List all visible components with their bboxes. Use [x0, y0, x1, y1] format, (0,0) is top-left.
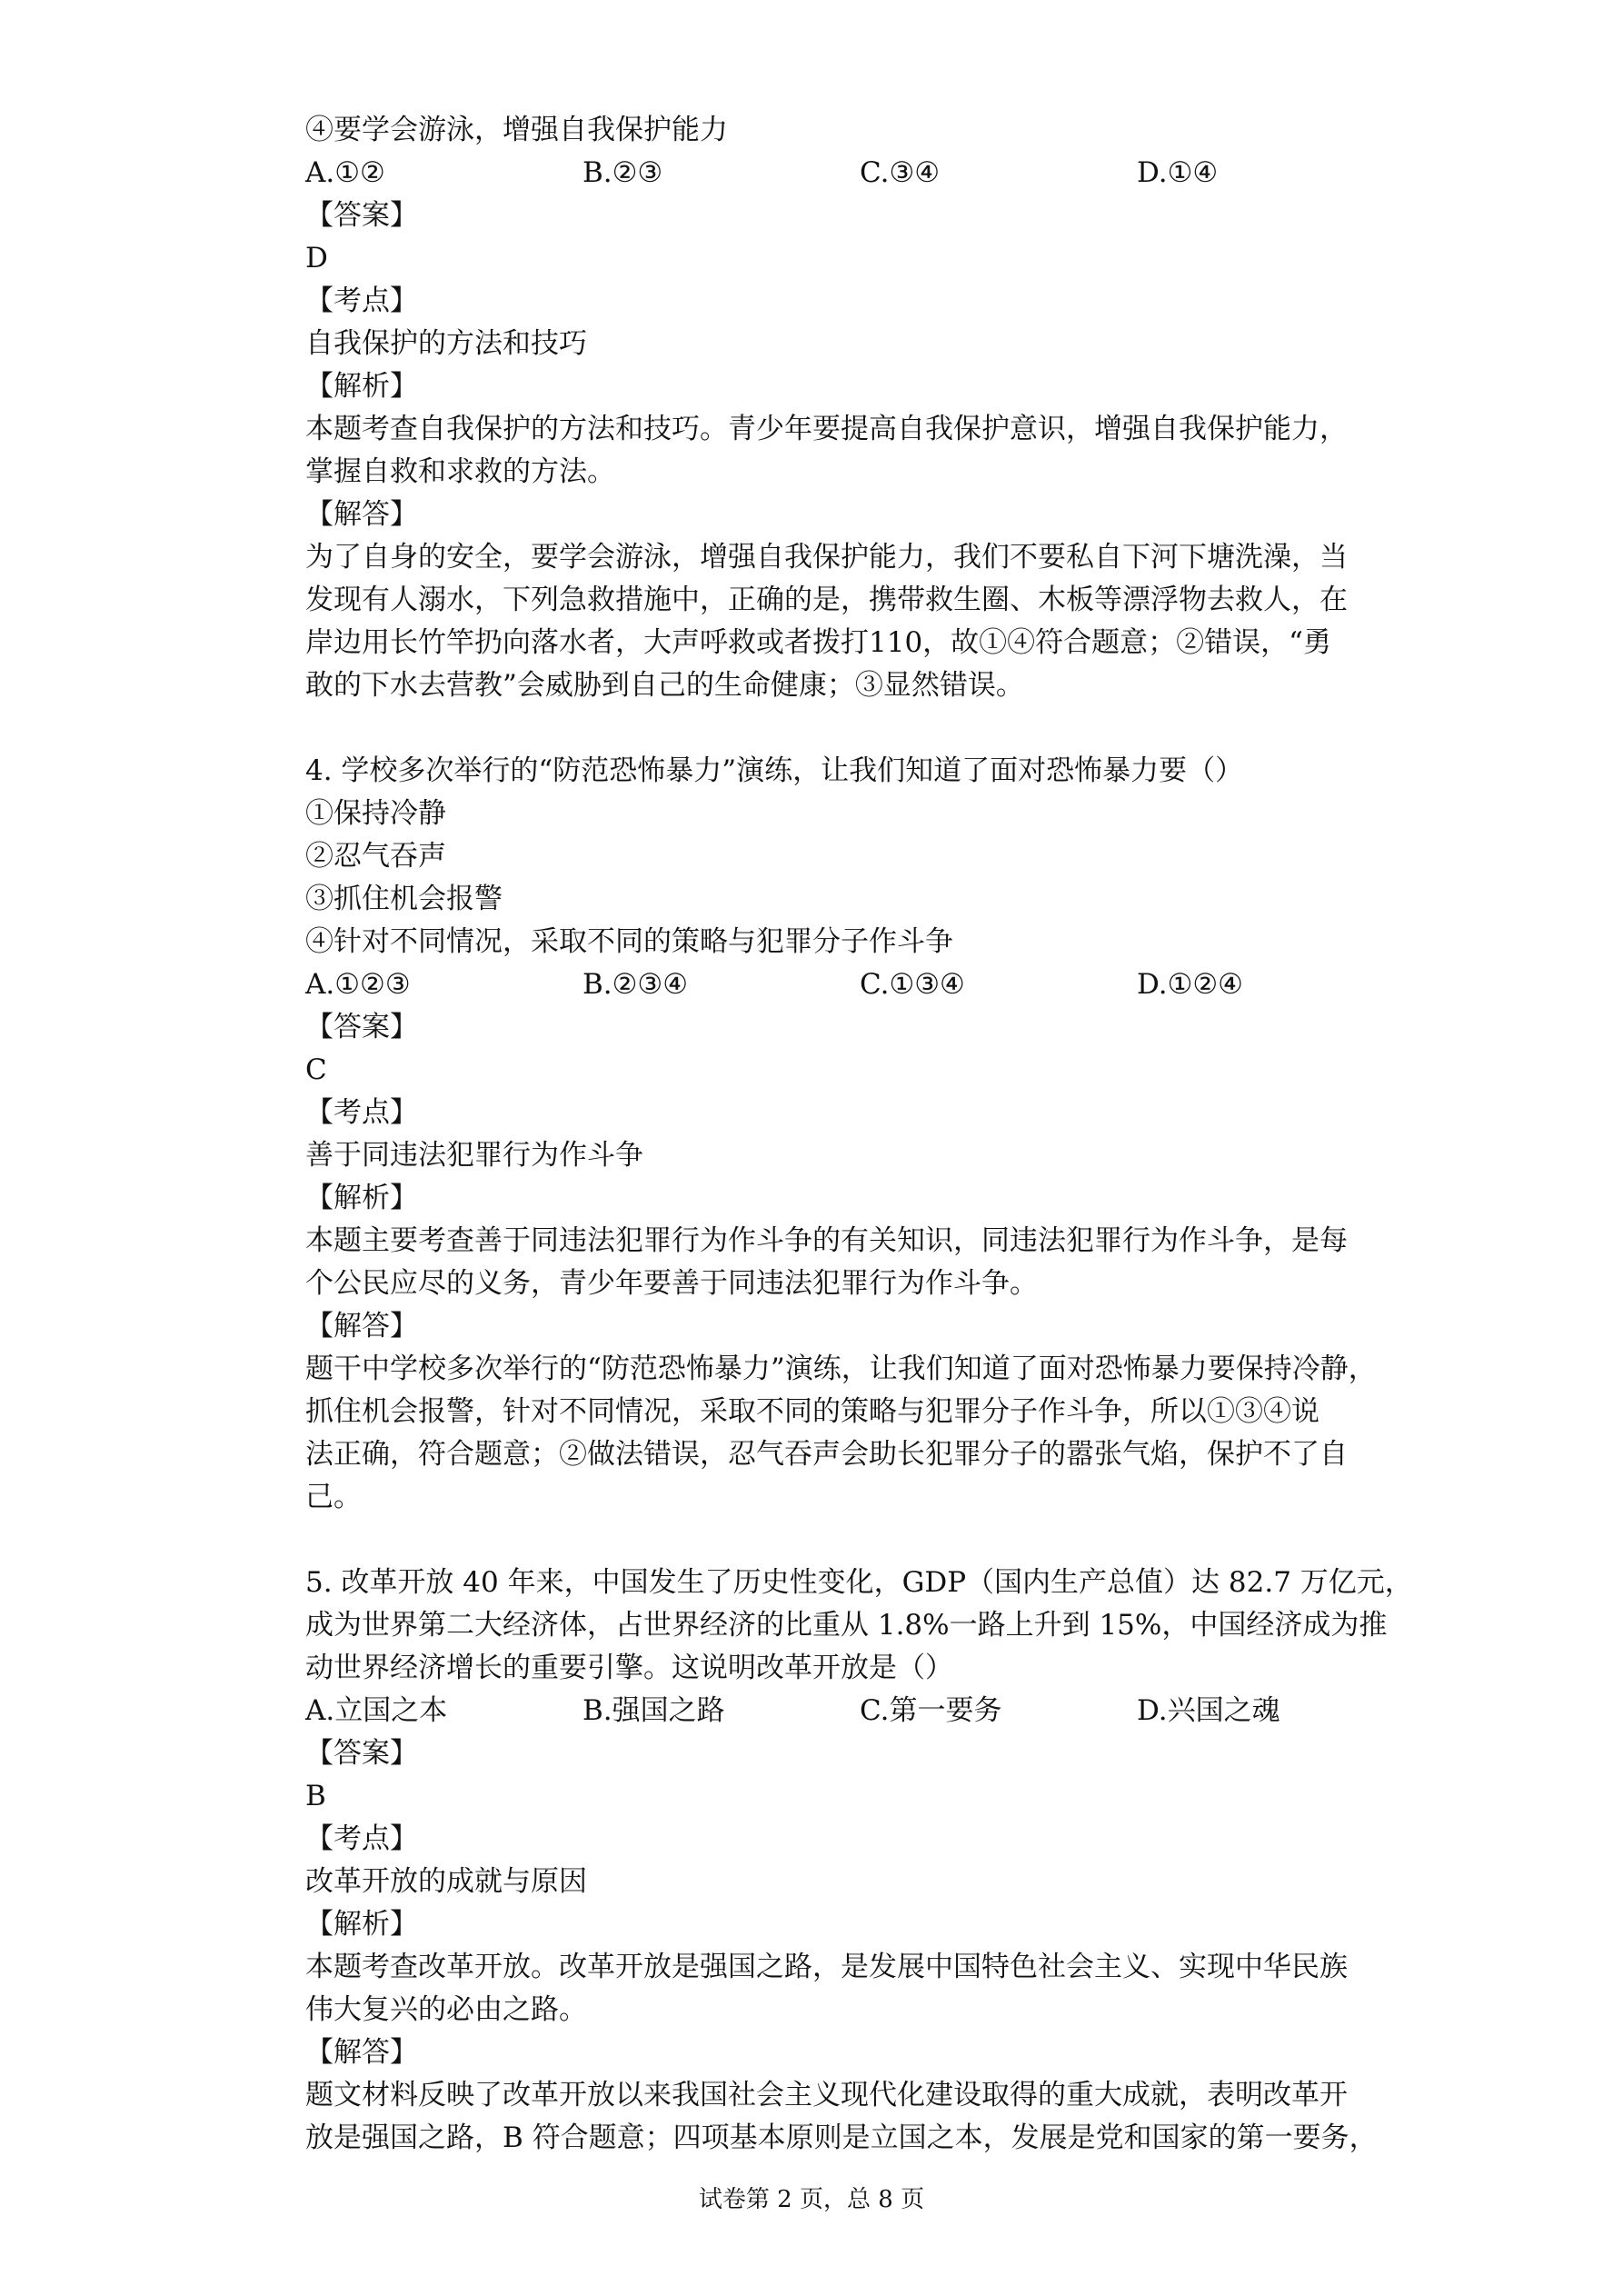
q4-solution-line: 己。: [305, 1481, 362, 1513]
q4-analysis-tag: 【解析】: [305, 1182, 418, 1214]
q5-analysis-line: 伟大复兴的必由之路。: [305, 1993, 587, 2026]
spacer: [305, 1519, 1396, 1562]
q5-analysis-tag: 【解析】: [305, 1908, 418, 1941]
q4-analysis-line: 个公民应尽的义务，青少年要善于同违法犯罪行为作斗争。: [305, 1267, 1038, 1300]
q3-solution-line: 发现有人溺水，下列急救措施中，正确的是，携带救生圈、木板等漂浮物去救人，在: [305, 584, 1348, 616]
q5-stem-line: 成为世界第二大经济体，占世界经济的比重从 1.8%一路上升到 15%，中国经济成为推: [305, 1609, 1388, 1642]
q5-solution-line: 题文材料反映了改革开放以来我国社会主义现代化建设取得的重大成就，表明改革开: [305, 2079, 1348, 2111]
q5-point-tag: 【考点】: [305, 1822, 418, 1855]
q4-option-a: A.①②③: [305, 968, 411, 1001]
q3-point-tag: 【考点】: [305, 285, 418, 317]
spacer: [305, 707, 1396, 750]
q4-answer-tag: 【答案】: [305, 1011, 418, 1043]
q5-answer-tag: 【答案】: [305, 1737, 418, 1770]
q4-option-c: C.①③④: [860, 968, 965, 1001]
q4-option-b: B.②③④: [582, 968, 689, 1001]
q5-stem-line: 动世界经济增长的重要引擎。这说明改革开放是（）: [305, 1652, 953, 1684]
q4-solution-line: 题干中学校多次举行的“防范恐怖暴力”演练，让我们知道了面对恐怖暴力要保持冷静，: [305, 1353, 1377, 1385]
q3-item-4: ④要学会游泳，增强自我保护能力: [305, 114, 728, 146]
q5-solution-line: 放是强国之路，B 符合题意；四项基本原则是立国之本，发展是党和国家的第一要务，: [305, 2121, 1378, 2154]
q5-option-a: A.立国之本: [305, 1694, 448, 1727]
q3-option-c: C.③④: [860, 156, 941, 189]
q3-answer: D: [305, 242, 328, 275]
q5-option-d: D.兴国之魂: [1137, 1694, 1280, 1727]
q3-options: [305, 152, 1396, 195]
q4-item: ②忍气吞声: [305, 840, 446, 873]
q4-solution-line: 法正确，符合题意；②做法错误，忍气吞声会助长犯罪分子的嚣张气焰，保护不了自: [305, 1438, 1348, 1471]
q3-option-b: B.②③: [582, 156, 663, 189]
q4-analysis-line: 本题主要考查善于同违法犯罪行为作斗争的有关知识，同违法犯罪行为作斗争，是每: [305, 1224, 1348, 1257]
q3-answer-tag: 【答案】: [305, 199, 418, 232]
q3-option-d: D.①④: [1137, 156, 1219, 189]
q3-analysis-line: 掌握自救和求救的方法。: [305, 455, 615, 488]
document-page: [305, 109, 1413, 2160]
q3-solution-line: 为了自身的安全，要学会游泳，增强自我保护能力，我们不要私自下河下塘洗澡，当: [305, 541, 1348, 574]
q3-solution-tag: 【解答】: [305, 498, 418, 531]
q5-analysis-line: 本题考查改革开放。改革开放是强国之路，是发展中国特色社会主义、实现中华民族: [305, 1951, 1348, 1983]
q4-stem: 4. 学校多次举行的“防范恐怖暴力”演练，让我们知道了面对恐怖暴力要（）: [305, 754, 1244, 787]
q5-options: [305, 1690, 1396, 1732]
q4-options: [305, 963, 1396, 1006]
q3-analysis-line: 本题考查自我保护的方法和技巧。青少年要提高自我保护意识，增强自我保护能力，: [305, 413, 1348, 445]
q4-option-d: D.①②④: [1137, 968, 1243, 1001]
q4-solution-tag: 【解答】: [305, 1310, 418, 1343]
q3-point: 自我保护的方法和技巧: [305, 327, 587, 360]
q4-solution-line: 抓住机会报警，针对不同情况，采取不同的策略与犯罪分子作斗争，所以①③④说: [305, 1395, 1319, 1428]
q4-item: ④针对不同情况，采取不同的策略与犯罪分子作斗争: [305, 925, 953, 958]
q5-option-c: C.第一要务: [860, 1694, 1002, 1727]
q5-answer: B: [305, 1780, 326, 1812]
q4-point: 善于同违法犯罪行为作斗争: [305, 1139, 643, 1172]
q4-item: ③抓住机会报警: [305, 883, 503, 915]
q3-analysis-tag: 【解析】: [305, 370, 418, 403]
q5-stem-line: 5. 改革开放 40 年来，中国发生了历史性变化，GDP（国内生产总值）达 82.7 万亿元，: [305, 1566, 1413, 1599]
q5-solution-tag: 【解答】: [305, 2036, 418, 2069]
q5-option-b: B.强国之路: [582, 1694, 725, 1727]
q4-answer: C: [305, 1053, 327, 1086]
q3-option-a: A.①②: [305, 156, 385, 189]
q3-solution-line: 岸边用长竹竿扔向落水者，大声呼救或者拨打110，故①④符合题意；②错误，“勇: [305, 626, 1332, 659]
q4-point-tag: 【考点】: [305, 1096, 418, 1129]
q3-solution-line: 敢的下水去营教”会威胁到自己的生命健康；③显然错误。: [305, 669, 1024, 702]
q5-point: 改革开放的成就与原因: [305, 1865, 587, 1898]
page-footer: 试卷第 2 页，总 8 页: [698, 2186, 925, 2213]
q4-item: ①保持冷静: [305, 797, 446, 830]
